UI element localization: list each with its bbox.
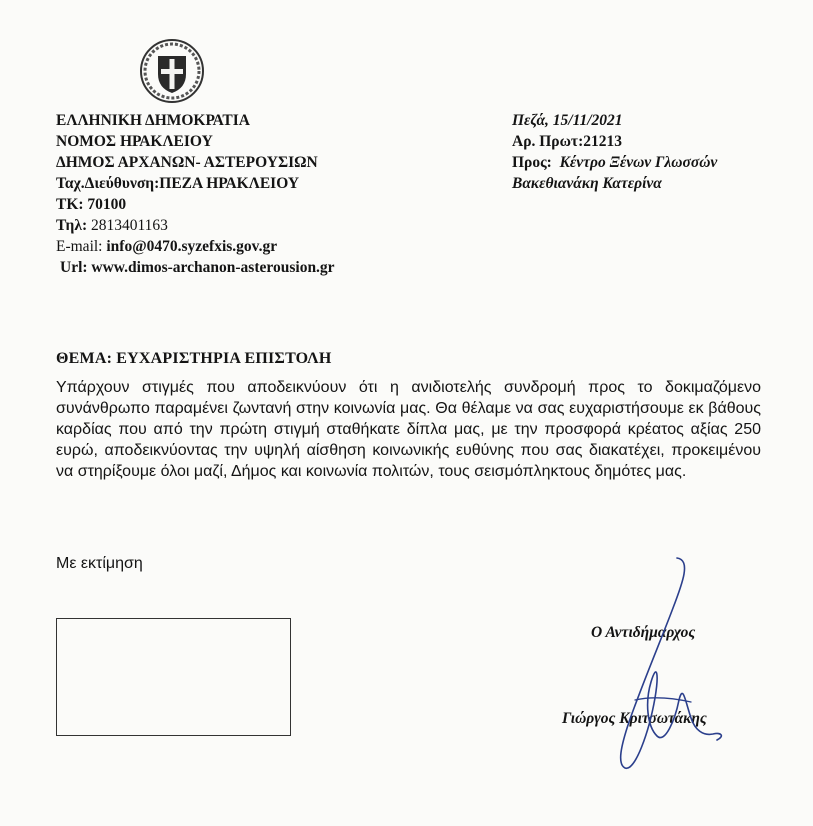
sender-municipality: ΔΗΜΟΣ ΑΡΧΑΝΩΝ- ΑΣΤΕΡΟΥΣΙΩΝ bbox=[56, 154, 318, 171]
stamp-box bbox=[56, 618, 291, 736]
sender-block bbox=[56, 110, 335, 278]
to-label: Προς: bbox=[512, 154, 552, 171]
meta-block bbox=[512, 110, 717, 194]
address-value: ΠΕΖΑ ΗΡΑΚΛΕΙΟΥ bbox=[159, 175, 300, 192]
sender-phone bbox=[56, 215, 335, 236]
url-label: Url: bbox=[60, 259, 88, 276]
signatory-name: Γιώργος Κριτσωτάκης bbox=[562, 710, 707, 727]
to-value: Κέντρο Ξένων Γλωσσών bbox=[559, 154, 718, 171]
sender-email bbox=[56, 236, 335, 257]
email-label: E-mail: bbox=[56, 238, 107, 255]
signatory-title: Ο Αντιδήμαρχος bbox=[591, 624, 696, 641]
email-value: info@0470.syzefxis.gov.gr bbox=[106, 238, 278, 255]
letter-closing: Με εκτίμηση bbox=[56, 555, 143, 572]
protocol-number: Αρ. Πρωτ:21213 bbox=[512, 133, 622, 150]
sender-republic: ΕΛΛΗΝΙΚΗ ΔΗΜΟΚΡΑΤΙΑ bbox=[56, 112, 250, 129]
letter-body: Υπάρχουν στιγμές που αποδεικνύουν ότι η ανιδιοτελής συνδρομή προς το δοκιμαζόμενο συνάνθρωπο παραμένει ζωντανή στην κοινωνία μας. Θα θέλαμε να σας ευχαριστήσουμε εκ βάθους καρδίας που από την πρώτη στιγμή σταθήκατε δίπλα μας, με την προσφορά κρέατος αξίας 250 ευρώ, αποδεικνύοντας την υψηλή αίσθηση κοινωνικής ευθύνης που σας διακατέχει, προκειμένου να στηρίξουμε όλοι μαζί, Δήμος και κοινωνία πολιτών, τους σεισμόπληκτους δημότες μας. bbox=[56, 379, 761, 480]
greek-coat-of-arms-icon bbox=[139, 38, 205, 104]
recipient-line bbox=[512, 152, 717, 173]
sender-postcode: ΤΚ: 70100 bbox=[56, 196, 127, 213]
phone-value: 2813401163 bbox=[87, 217, 168, 234]
place-date: Πεζά, 15/11/2021 bbox=[512, 112, 623, 129]
handwritten-signature bbox=[595, 550, 735, 780]
sender-prefecture: ΝΟΜΟΣ ΗΡΑΚΛΕΙΟΥ bbox=[56, 133, 213, 150]
recipient-name: Βακεθιανάκη Κατερίνα bbox=[512, 175, 662, 192]
url-value: www.dimos-archanon-asterousion.gr bbox=[87, 259, 335, 276]
address-label: Ταχ.Διεύθυνση: bbox=[56, 175, 160, 192]
phone-label: Τηλ: bbox=[56, 217, 88, 234]
sender-url bbox=[56, 257, 335, 278]
letter-subject: ΘΕΜΑ: ΕΥΧΑΡΙΣΤΗΡΙΑ ΕΠΙΣΤΟΛΗ bbox=[56, 350, 332, 367]
sender-address bbox=[56, 173, 335, 194]
